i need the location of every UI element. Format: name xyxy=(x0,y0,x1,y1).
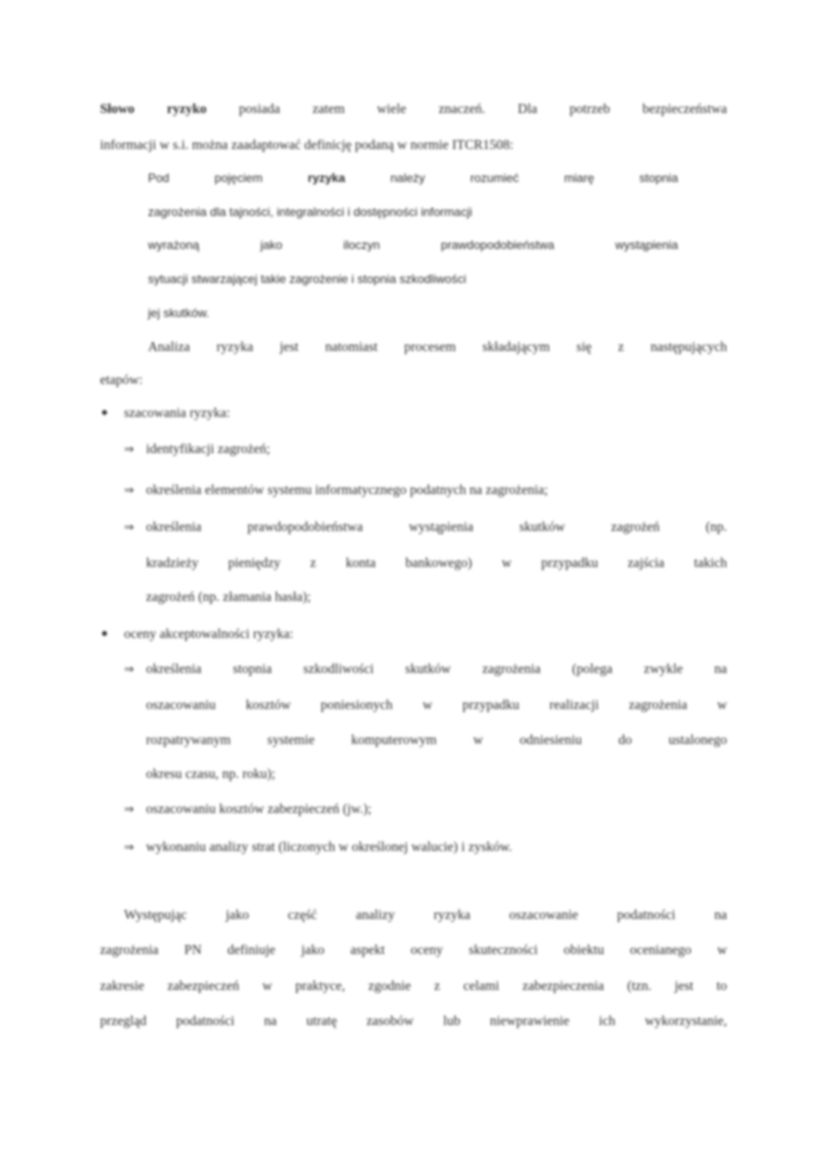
quote-line1-rest: należy rozumieć miarę stopnia xyxy=(390,171,678,185)
para3-line1 xyxy=(124,906,727,924)
para1-word-slowo: Słowo xyxy=(100,101,135,116)
para3-line4-text: przegląd podatności na utratę zasobów lub niewprawienie ich wykorzystanie, xyxy=(100,1013,727,1028)
bullet2-item1-line3 xyxy=(146,731,727,749)
bullet2-item1-line2 xyxy=(146,696,727,714)
bullet-dot-1 xyxy=(102,410,107,415)
bullet-dot-2 xyxy=(102,631,107,636)
bullet2-item2: oszacowaniu kosztów zabezpieczeń (jw.); xyxy=(146,801,372,816)
bullet1-label: szacowania ryzyka: xyxy=(124,405,231,420)
bullet1-item3-line2-text: kradzieży pieniędzy z konta bankowego) w przypadku zajścia takich xyxy=(146,555,727,570)
para1-line1 xyxy=(100,100,727,118)
bullet2-item1-line1 xyxy=(146,660,727,678)
para3-line3 xyxy=(100,977,727,995)
para3-line4 xyxy=(100,1012,727,1030)
para1-line2: informacji w s.i. można zaadaptować definicję podaną w normie ITCR1508: xyxy=(100,137,514,152)
bullet2-item1-line4: okresu czasu, np. roku); xyxy=(146,766,276,781)
quote-term-ryzyka: ryzyka xyxy=(307,171,346,185)
bullet2-item3: wykonaniu analizy strat (liczonych w określonej walucie) i zysków. xyxy=(146,839,513,854)
bullet2-label: oceny akceptowalności ryzyka: xyxy=(124,626,294,641)
quote-line5: jej skutków. xyxy=(148,306,210,320)
arrow-icon: ⇒ xyxy=(124,520,135,534)
arrow-icon: ⇒ xyxy=(124,442,135,456)
para2-line2: etapów: xyxy=(100,372,143,387)
bullet2-item1-line3-text: rozpatrywanym systemie komputerowym w odniesieniu do ustalonego xyxy=(146,732,727,747)
para1-term-ryzyko: ryzyko xyxy=(166,101,207,116)
para3-line2 xyxy=(100,941,727,959)
arrow-icon: ⇒ xyxy=(124,840,135,854)
para2-line1 xyxy=(148,338,727,356)
quote-line3 xyxy=(148,236,678,254)
para1-line1-rest: posiada zatem wiele znaczeń. Dla potrzeb bezpieczeństwa xyxy=(238,101,728,116)
arrow-icon: ⇒ xyxy=(124,802,135,816)
quote-line1-pre: Pod pojęciem xyxy=(148,171,263,185)
bullet2-item1-line2-text: oszacowaniu kosztów poniesionych w przypadku realizacji zagrożenia w xyxy=(146,697,727,712)
arrow-icon: ⇒ xyxy=(124,662,135,676)
arrow-icon: ⇒ xyxy=(124,483,135,497)
quote-line4: sytuacji stwarzającej takie zagrożenie i stopnia szkodliwości xyxy=(148,272,467,286)
para3-line3-text: zakresie zabezpieczeń w praktyce, zgodnie z celami zabezpieczenia (tzn. jest to xyxy=(100,978,727,993)
para3-line2-text: zagrożenia PN definiuje jako aspekt oceny skuteczności obiektu ocenianego w xyxy=(100,942,727,957)
para3-line1-text: Występując jako część analizy ryzyka oszacowanie podatności na xyxy=(124,907,727,922)
bullet2-item1-line1-text: określenia stopnia szkodliwości skutków zagrożenia (polega zwykle na xyxy=(146,661,727,676)
bullet1-item3-line1 xyxy=(146,518,727,536)
bullet1-item3-line2 xyxy=(146,554,727,572)
quote-line2: zagrożenia dla tajności, integralności i dostępności informacji xyxy=(148,205,473,219)
bullet1-item1: identyfikacji zagrożeń; xyxy=(146,441,271,456)
bullet1-item3-line1-text: określenia prawdopodobieństwa wystąpienia skutków zagrożeń (np. xyxy=(146,519,727,534)
bullet1-item2: określenia elementów systemu informatycznego podatnych na zagrożenia; xyxy=(146,482,548,497)
quote-line3-text: wyrażoną jako iloczyn prawdopodobieństwa wystąpienia xyxy=(148,238,678,252)
para2-line1-text: Analiza ryzyka jest natomiast procesem składającym się z następujących xyxy=(148,339,727,354)
quote-line1 xyxy=(148,169,678,187)
bullet1-item3-line3: zagrożeń (np. złamania hasła); xyxy=(146,589,311,604)
